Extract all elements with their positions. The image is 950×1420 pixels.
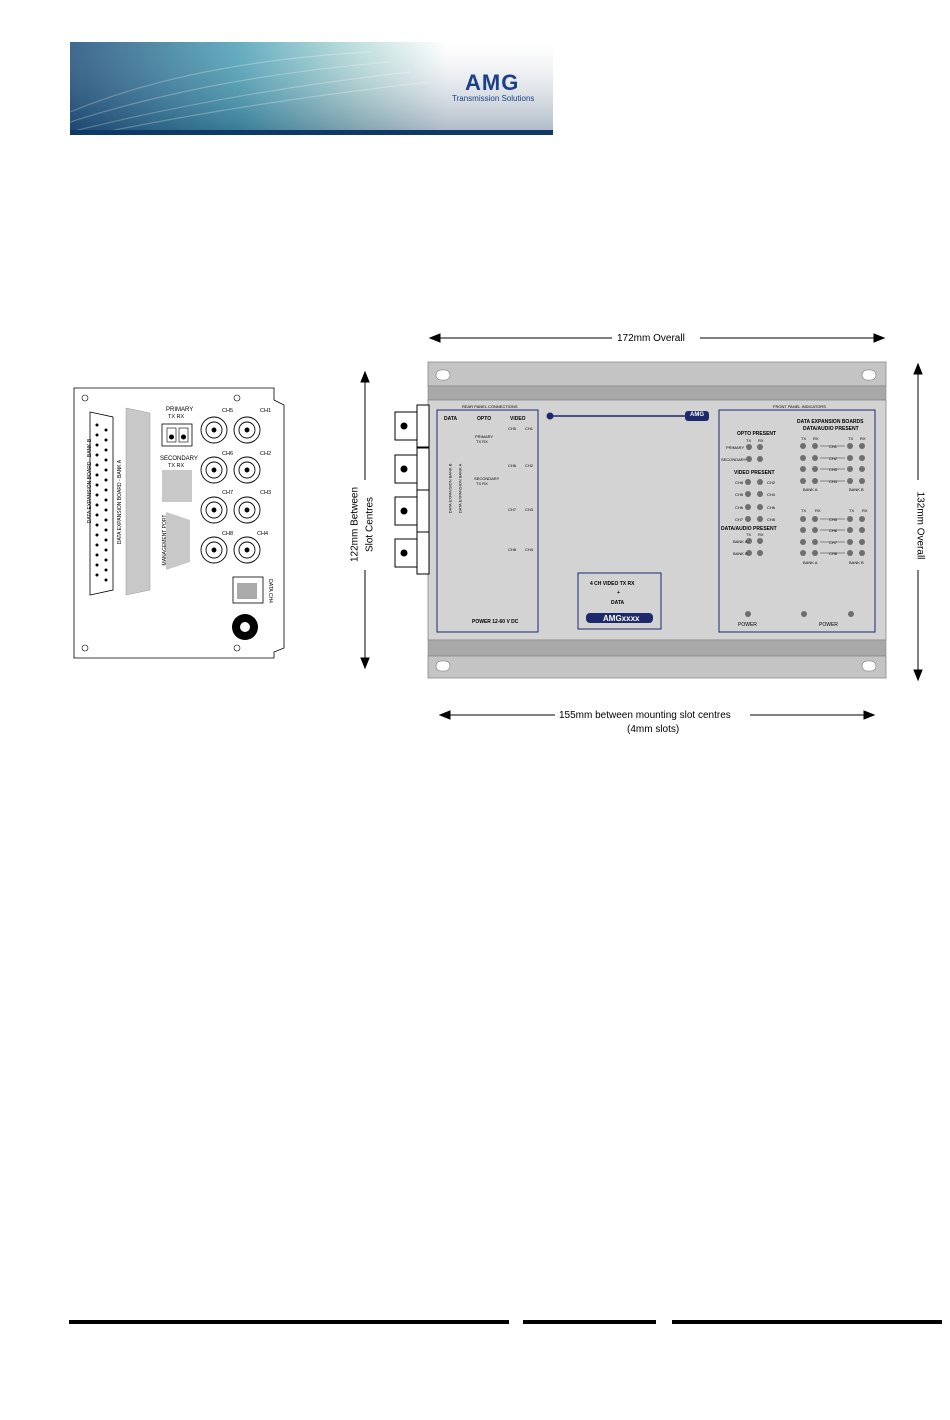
video-right-ch2: CH2 <box>525 463 534 468</box>
video-left-ch6: CH6 <box>508 463 517 468</box>
deb-ch2: CH2 <box>829 456 838 461</box>
secondary-fibre-port <box>162 470 192 502</box>
opto-tx-label: TX <box>746 438 752 443</box>
enclosure-top-flange <box>428 362 886 386</box>
deb-tx-4: TX <box>849 508 855 513</box>
vp-right-2: CH6 <box>767 505 776 510</box>
video-left-ch8: CH8 <box>508 547 517 552</box>
dsub-bank-a-plate <box>126 408 150 595</box>
indicators-title: FRONT PANEL INDICATORS <box>773 404 826 409</box>
deb-rx-1: RX <box>813 436 819 441</box>
bnc-label-ch6: CH6 <box>222 451 234 457</box>
mounting-label-1: 155mm between mounting slot centres <box>559 710 731 721</box>
deb-title-2: DATA/AUDIO PRESENT <box>803 426 859 432</box>
vp-left-0: CH8 <box>735 480 744 485</box>
deb-bank-b-2: BANK B <box>849 560 864 565</box>
vp-right-1: CH4 <box>767 492 776 497</box>
vp-right-0: CH2 <box>767 480 776 485</box>
data-audio-present-label: DATA/AUDIO PRESENT <box>721 526 777 532</box>
deb-ch3: CH3 <box>829 467 838 472</box>
vp-left-1: CH5 <box>735 492 744 497</box>
management-port <box>166 512 190 570</box>
slot-between-label-1: 122mm Between <box>349 486 361 563</box>
logo-text: AMG <box>465 70 520 95</box>
footer-rule-right <box>672 1320 942 1324</box>
data-ch4-label: DATA CH4 <box>267 579 273 603</box>
bnc-label-ch5: CH5 <box>222 408 234 414</box>
primary-txrx: TX RX <box>168 414 185 420</box>
video-right-ch1: CH1 <box>525 426 534 431</box>
deb-tx-2: TX <box>848 436 854 441</box>
opto-primary-label: PRIMARY <box>475 434 494 439</box>
dap-tx-label: TX <box>746 532 752 537</box>
deb-title-1: DATA EXPANSION BOARDS <box>797 419 864 425</box>
video-right-ch3: CH3 <box>525 507 534 512</box>
management-port-label: MANAGEMENT PORT <box>162 514 168 566</box>
overall-width-label: 172mm Overall <box>617 333 685 344</box>
logo-tagline: Transmission Solutions <box>452 94 535 103</box>
amg-badge-text: AMG <box>690 412 704 418</box>
model-code: AMGxxxx <box>603 614 640 623</box>
col-data-label: DATA <box>444 416 458 422</box>
model-line-3: DATA <box>611 600 625 606</box>
overall-height-label: 132mm Overall <box>914 491 926 560</box>
bnc-label-ch2: CH2 <box>260 451 272 457</box>
footer-rule-middle <box>523 1320 656 1324</box>
primary-label: PRIMARY <box>166 407 194 413</box>
model-line-2: + <box>617 590 620 596</box>
rear-connections-title: REAR PANEL CONNECTIONS <box>462 404 518 409</box>
bnc-label-ch4: CH4 <box>257 531 269 537</box>
bank-b-label: DATA EXPANSION BOARD - BANK B <box>87 438 93 524</box>
bnc-label-ch1: CH1 <box>260 408 272 414</box>
dsub-bank-b <box>90 412 113 595</box>
mounting-label-2: (4mm slots) <box>627 724 680 735</box>
deb-bank-a-1: BANK A <box>803 487 818 492</box>
deb-ch5: CH5 <box>829 517 838 522</box>
opto-primary-ind: PRIMARY <box>726 445 745 450</box>
deb-ch7: CH7 <box>829 540 838 545</box>
deb-ch1: CH1 <box>829 444 838 449</box>
dap-bank-a: BANK A <box>733 539 748 544</box>
deb-bank-a-2: BANK A <box>803 560 818 565</box>
vp-left-3: CH7 <box>735 517 744 522</box>
side-bnc-stubs <box>395 405 429 574</box>
dap-rx-label: RX <box>758 532 764 537</box>
vp-left-2: CH6 <box>735 505 744 510</box>
deb-ch4: CH4 <box>829 479 838 484</box>
video-right-ch4: CH4 <box>525 547 534 552</box>
opto-primary-txrx: TX RX <box>476 439 488 444</box>
bank-b-side-label: DATA EXPANSION BANK B <box>447 463 453 514</box>
power-led-label-2: POWER <box>819 622 838 628</box>
enclosure-bottom-flange <box>428 656 886 678</box>
deb-rx-3: RX <box>815 508 821 513</box>
bnc-label-ch3: CH3 <box>260 490 272 496</box>
secondary-txrx: TX RX <box>168 463 185 469</box>
footer-rule-left <box>69 1320 509 1324</box>
deb-rx-2: RX <box>860 436 866 441</box>
deb-bank-b-1: BANK B <box>849 487 864 492</box>
deb-rx-4: RX <box>862 508 868 513</box>
bank-a-side-label: DATA EXPANSION BANK A <box>457 463 463 514</box>
video-present-label: VIDEO PRESENT <box>734 470 775 476</box>
col-opto-label: OPTO <box>477 416 492 422</box>
video-left-ch5: CH5 <box>508 426 517 431</box>
bank-a-label: DATA EXPANSION BOARD - BANK A <box>117 459 123 545</box>
deb-tx-3: TX <box>801 508 807 513</box>
bnc-label-ch7: CH7 <box>222 490 234 496</box>
secondary-label: SECONDARY <box>160 456 198 462</box>
model-line-1: 4 CH VIDEO TX RX <box>590 581 635 587</box>
dap-bank-b: BANK B <box>733 551 748 556</box>
video-left-ch7: CH7 <box>508 507 517 512</box>
opto-secondary-txrx: TX RX <box>476 481 488 486</box>
power-led-label-1: POWER <box>738 622 757 628</box>
bnc-label-ch8: CH8 <box>222 531 234 537</box>
deb-ch8: CH8 <box>829 551 838 556</box>
power-rating-label: POWER 12-60 V DC <box>472 619 519 625</box>
slot-between-label-2: Slot Centres <box>364 496 376 553</box>
opto-present-label: OPTO PRESENT <box>737 431 777 437</box>
vp-right-3: CH8 <box>767 517 776 522</box>
opto-secondary-label: SECONDARY <box>474 476 500 481</box>
deb-tx-1: TX <box>801 436 807 441</box>
deb-ch6: CH6 <box>829 528 838 533</box>
col-video-label: VIDEO <box>510 416 526 422</box>
opto-rx-label: RX <box>758 438 764 443</box>
opto-secondary-ind: SECONDARY <box>721 457 747 462</box>
